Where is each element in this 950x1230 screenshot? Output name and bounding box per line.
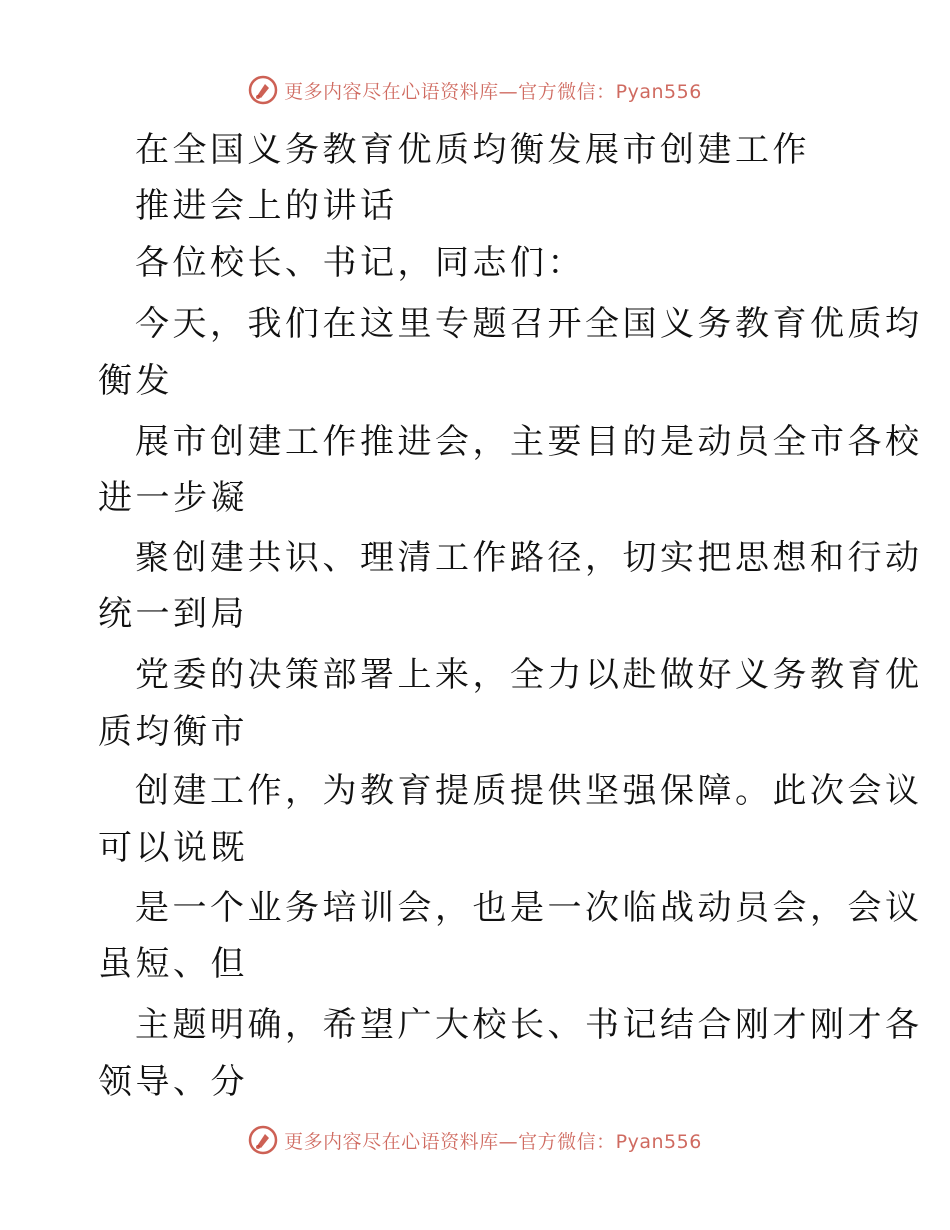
paragraph-line: 虽短、但 [98,944,248,984]
title-line-2: 推进会上的讲话 [135,186,398,226]
paragraph-line: 统一到局 [98,594,248,634]
header-watermark-banner [0,70,950,110]
paragraph-line: 质均衡市 [98,712,248,752]
footer-watermark-banner [0,1120,950,1160]
paragraph-line: 是一个业务培训会，也是一次临战动员会，会议 [135,888,923,928]
paragraph-line: 衡发 [98,361,173,401]
paragraph-line: 领导、分 [98,1062,248,1102]
paragraph-line: 党委的决策部署上来，全力以赴做好义务教育优 [135,655,923,695]
paragraph-line: 创建工作，为教育提质提供坚强保障。此次会议 [135,771,923,811]
paragraph-line: 展市创建工作推进会，主要目的是动员全市各校 [135,422,923,462]
paragraph-line: 可以说既 [98,828,248,868]
paragraph-line: 主题明确，希望广大校长、书记结合刚才刚才各 [135,1005,923,1045]
paragraph-line: 聚创建共识、理清工作路径，切实把思想和行动 [135,538,923,578]
pen-nib-logo-icon [248,1125,278,1155]
paragraph-line: 进一步凝 [98,478,248,518]
pen-nib-logo-icon [248,75,278,105]
greeting-line: 各位校长、书记，同志们： [135,243,585,283]
header-watermark-text: 更多内容尽在心语资料库—官方微信：Pyan556 [284,80,702,103]
footer-watermark-text: 更多内容尽在心语资料库—官方微信：Pyan556 [284,1130,702,1153]
paragraph-line: 今天，我们在这里专题召开全国义务教育优质均 [135,304,923,344]
title-line-1: 在全国义务教育优质均衡发展市创建工作 [135,130,810,170]
